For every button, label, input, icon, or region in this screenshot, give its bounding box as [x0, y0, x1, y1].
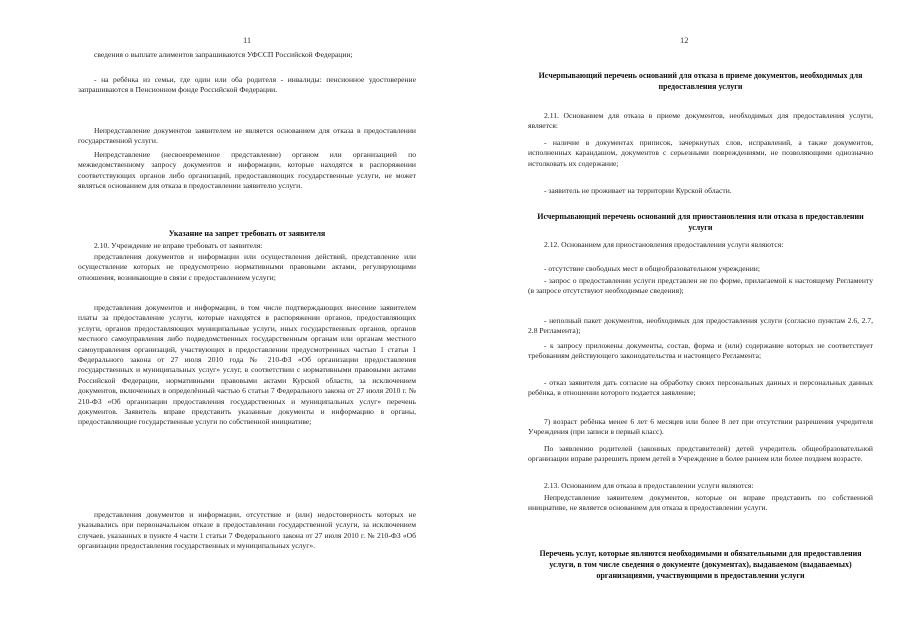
paragraph: 2.12. Основанием для приостановления предоставления услуги являются:	[544, 240, 784, 249]
page-right	[452, 0, 905, 640]
paragraph: - заявитель не проживает на территории Курской области.	[544, 186, 732, 195]
section-heading: Перечень услуг, которые являются необходимыми и обязательными для предоставления услуги, в том числе сведения о документе (документах), выдаваемом (выдаваемых) организациями, участвующими в предоставлении услуги	[539, 549, 862, 580]
paragraph: 2.10. Учреждение не вправе требовать от заявителя:	[94, 241, 263, 250]
section-heading: Указание на запрет требовать от заявителя	[168, 229, 326, 238]
paragraph: - на ребёнка из семьи, где один или оба родителя - инвалиды: пенсионное удостоверение запрашиваются в Пенсионном фонде Российской Федерации.	[78, 75, 416, 95]
section-heading: Исчерпывающий перечень оснований для приостановления или отказа в предоставлении услуги	[537, 212, 864, 232]
paragraph: - отказ заявителя дать согласие на обработку своих персональных данных и персональных данных ребёнка, в отношении которого подается заявление;	[528, 378, 873, 398]
paragraph: - запрос о предоставлении услуги представлен не по форме, прилагаемой к настоящему Регламенту (в запросе отсутствуют необходимые сведения);	[528, 276, 873, 296]
section-heading: Исчерпывающий перечень оснований для отказа в приеме документов, необходимых для предоставления услуги	[538, 71, 863, 91]
page-number: 12	[680, 35, 689, 45]
paragraph: - к запросу приложены документы, состав, форма и (или) содержание которых не соответствует требованиям действующего законодательства и настоящего Регламента;	[528, 341, 873, 361]
paragraph: представления документов и информации, в том числе подтверждающих внесение заявителем платы за предоставление услуги, которые находятся в распоряжении органов, предоставляющих услуги, органов предоставляющих муниципальные услуги, иных государственных органов, органов местного самоуправления либо подведомственных государственным органам или органам местного самоуправления организаций, участвующих в предоставлении предусмотренных частью 1 статьи 1 Федерального закона от 27 июля 2010 года № 210-ФЗ «Об организации предоставления государственных и муниципальных услуг» услуг, в соответствии с нормативными правовыми актами Российской Федерации, нормативными правовыми актами Курской области, за исключением документов, включенных в определённый частью 6 статьи 7 Федерального закона от 27 июля 2010 г. № 210-ФЗ «Об организации предоставления государственных и муниципальных услуг» перечень документов. Заявитель вправе представить указанные документы и информацию в органы, предоставляющие государственные услуги по собственной инициативе;	[78, 303, 416, 427]
paragraph: представления документов и информации, отсутствие и (или) недостоверность которых не указывались при первоначальном отказе в предоставлении государственной услуги, за исключением случаев, указанных в пункте 4 части 1 статьи 7 Федерального закона от 27 июля 2010 г. № 210-ФЗ «Об организации предоставления государственных и муниципальных услуг».	[78, 510, 416, 551]
paragraph: 2.13. Основанием для отказа в предоставлении услуги являются:	[544, 481, 754, 490]
paragraph: - наличие в документах приписок, зачеркнутых слов, исправлений, а также документов, исполненных карандашом, документов с серьезными повреждениями, не позволяющими однозначно истолковать их содержание;	[528, 138, 873, 168]
paragraph: - неполный пакет документов, необходимых для предоставления услуги (согласно пунктам 2.6, 2.7, 2.8 Регламента);	[528, 316, 873, 336]
paragraph: представления документов и информации или осуществления действий, представление или осуществление которых не предусмотрено нормативными правовыми актами, регулирующими отношения, возникающие в связи с предоставлением услуги;	[78, 252, 416, 282]
paragraph: По заявлению родителей (законных представителей) детей учредитель общеобразовательной организации вправе разрешить прием детей в Учреждение в более раннем или более позднем возрасте.	[528, 444, 873, 464]
paragraph: 2.11. Основанием для отказа в приеме документов, необходимых для предоставления услуги, является:	[528, 111, 873, 131]
paragraph: 7) возраст ребёнка менее 6 лет 6 месяцев или более 8 лет при отсутствии разрешения учредителя Учреждения (при записи в первый класс).	[528, 417, 873, 437]
paragraph: Непредставление документов заявителем не является основанием для отказа в предоставлении государственной услуги.	[78, 126, 416, 146]
paragraph: сведения о выплате алиментов запрашиваются УФССП Российской Федерации;	[94, 50, 353, 59]
paragraph: Непредставление (несвоевременное представление) органом или организацией по межведомственному запросу документов и информации, которые находятся в распоряжении соответствующих органов либо организаций, предоставляющих государственные услуги, не может являться основанием для отказа в предоставлении заявителю услуги.	[78, 150, 416, 191]
page-number: 11	[243, 35, 252, 45]
page-left	[0, 0, 452, 640]
paragraph: - отсутствие свободных мест в общеобразовательном учреждении;	[544, 264, 760, 273]
paragraph: Непредставление заявителем документов, которые он вправе представить по собственной инициативе, не является основанием для отказа в предоставлении услуги.	[528, 493, 873, 513]
